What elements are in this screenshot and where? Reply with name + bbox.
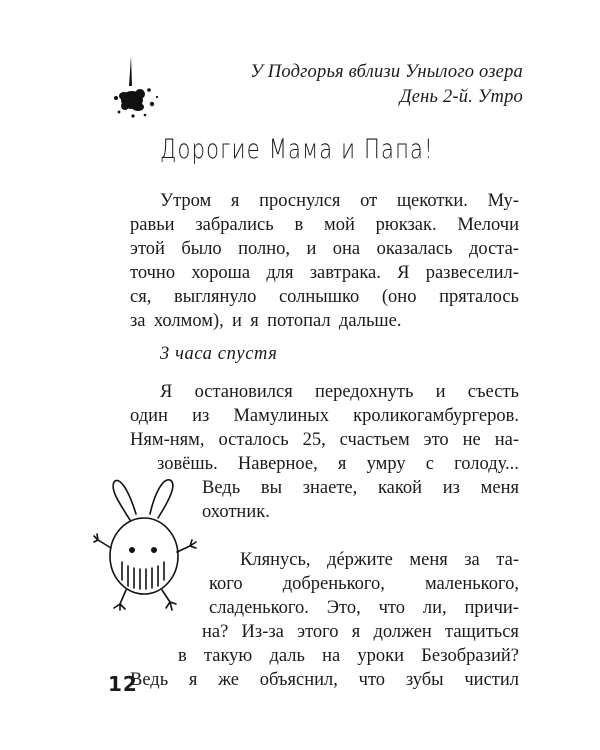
word: на- [494,430,519,450]
word: и [232,311,242,331]
word: ся, [130,287,152,307]
word: я [351,622,361,642]
word: для [266,263,294,283]
word: даль [269,646,305,666]
letter-greeting: Дорогие Мама и Папа! [160,134,434,165]
word: что [378,598,406,618]
word: за [464,550,480,570]
word: какой [377,478,423,498]
word: я [230,191,240,211]
word: что [358,670,386,690]
word: завтрака. [309,263,381,283]
word: Ведь [202,478,241,498]
word: доста- [468,239,519,259]
word: щекотки. [396,191,468,211]
word: Я [397,263,410,283]
word: Му- [487,191,519,211]
word: я [337,454,347,474]
word: хороша [191,263,251,283]
text-line [157,452,519,476]
word: не [462,430,481,450]
word: передохнуть [314,382,414,402]
text-line [130,213,519,237]
word: такую [203,646,253,666]
word: развеселил- [425,263,519,283]
word: потопал [267,311,331,331]
word: счастьем [339,430,410,450]
word: за [130,311,146,331]
word: дальше. [338,311,402,331]
word: этой [130,239,165,259]
text-line [209,596,519,620]
letter-header [250,60,523,110]
word: проснулся [259,191,341,211]
word: она [332,239,361,259]
text-line [130,309,519,333]
word: в [178,646,187,666]
word: тащиться [445,622,519,642]
text-line [240,548,519,572]
word: Ведь [130,670,169,690]
word: было [181,239,222,259]
word: Утром [160,191,212,211]
word: с [425,454,434,474]
word: от [360,191,378,211]
word: Безобразий? [421,646,519,666]
word: добренького, [282,574,385,594]
word: на [322,646,341,666]
word: Клянусь, [240,550,311,570]
text-line [160,380,519,404]
page-number: 12 [108,672,138,696]
word: точно [130,263,176,283]
word: сладенького. [209,598,309,618]
word: же [218,670,239,690]
word: Мамулиных [233,406,329,426]
word: ли, [422,598,447,618]
word: остановился [194,382,293,402]
header-location: У Подгорья вблизи Унылого озера [250,62,523,82]
word: выглянуло [173,287,257,307]
word: должен [373,622,432,642]
text-line [130,668,519,692]
word: съесть [467,382,519,402]
bunny-illustration-icon [92,470,204,620]
word: причи- [464,598,519,618]
word: один [130,406,168,426]
word: чистил [464,670,519,690]
header-day: День 2-й. Утро [399,87,523,107]
text-line [178,644,519,668]
word: осталось [218,430,289,450]
word: солнышко [278,287,360,307]
word: я [188,670,198,690]
word: я [250,311,259,331]
word: зовёшь. [157,454,218,474]
word: и [306,239,317,259]
word: Это, [326,598,361,618]
text-line [202,500,519,524]
word: Ням-ням, [130,430,205,450]
word: из [442,478,460,498]
word: зубы [405,670,444,690]
word: объяснил, [259,670,338,690]
text-line [130,404,519,428]
word: пряталось [439,287,519,307]
word: из [192,406,210,426]
word: умру [366,454,406,474]
text-line [160,189,519,213]
word: 25, [302,430,326,450]
word: в [294,215,304,235]
word: дéржите [327,550,393,570]
word: Я [160,382,173,402]
text-line [209,572,519,596]
word: кого [209,574,243,594]
word: и [435,382,446,402]
word: кроликогамбургеров. [353,406,519,426]
text-line [202,620,519,644]
word: рюкзак. [375,215,437,235]
word: равьи [130,215,175,235]
word: уроки [357,646,405,666]
word: на? [202,622,229,642]
word: меня [409,550,448,570]
text-line [130,285,519,309]
word: меня [480,478,519,498]
word: та- [496,550,519,570]
word: охотник. [202,502,270,522]
text-line [130,428,519,452]
word: вы [260,478,283,498]
word: Мелочи [457,215,519,235]
word: холмом), [153,311,224,331]
word: полно, [238,239,291,259]
ink-splat-icon [112,52,170,120]
word: это [423,430,449,450]
word: этого [297,622,339,642]
word: Наверное, [237,454,318,474]
word: оказалась [376,239,453,259]
time-subheading: 3 часа спустя [160,344,278,364]
word: знаете, [302,478,358,498]
word: забрались [195,215,274,235]
word: (оно [381,287,417,307]
word: голоду... [454,454,519,474]
word: мой [323,215,355,235]
text-line [202,476,519,500]
word: Из-за [241,622,284,642]
text-line [130,261,519,285]
word: маленького, [424,574,519,594]
text-line [130,237,519,261]
